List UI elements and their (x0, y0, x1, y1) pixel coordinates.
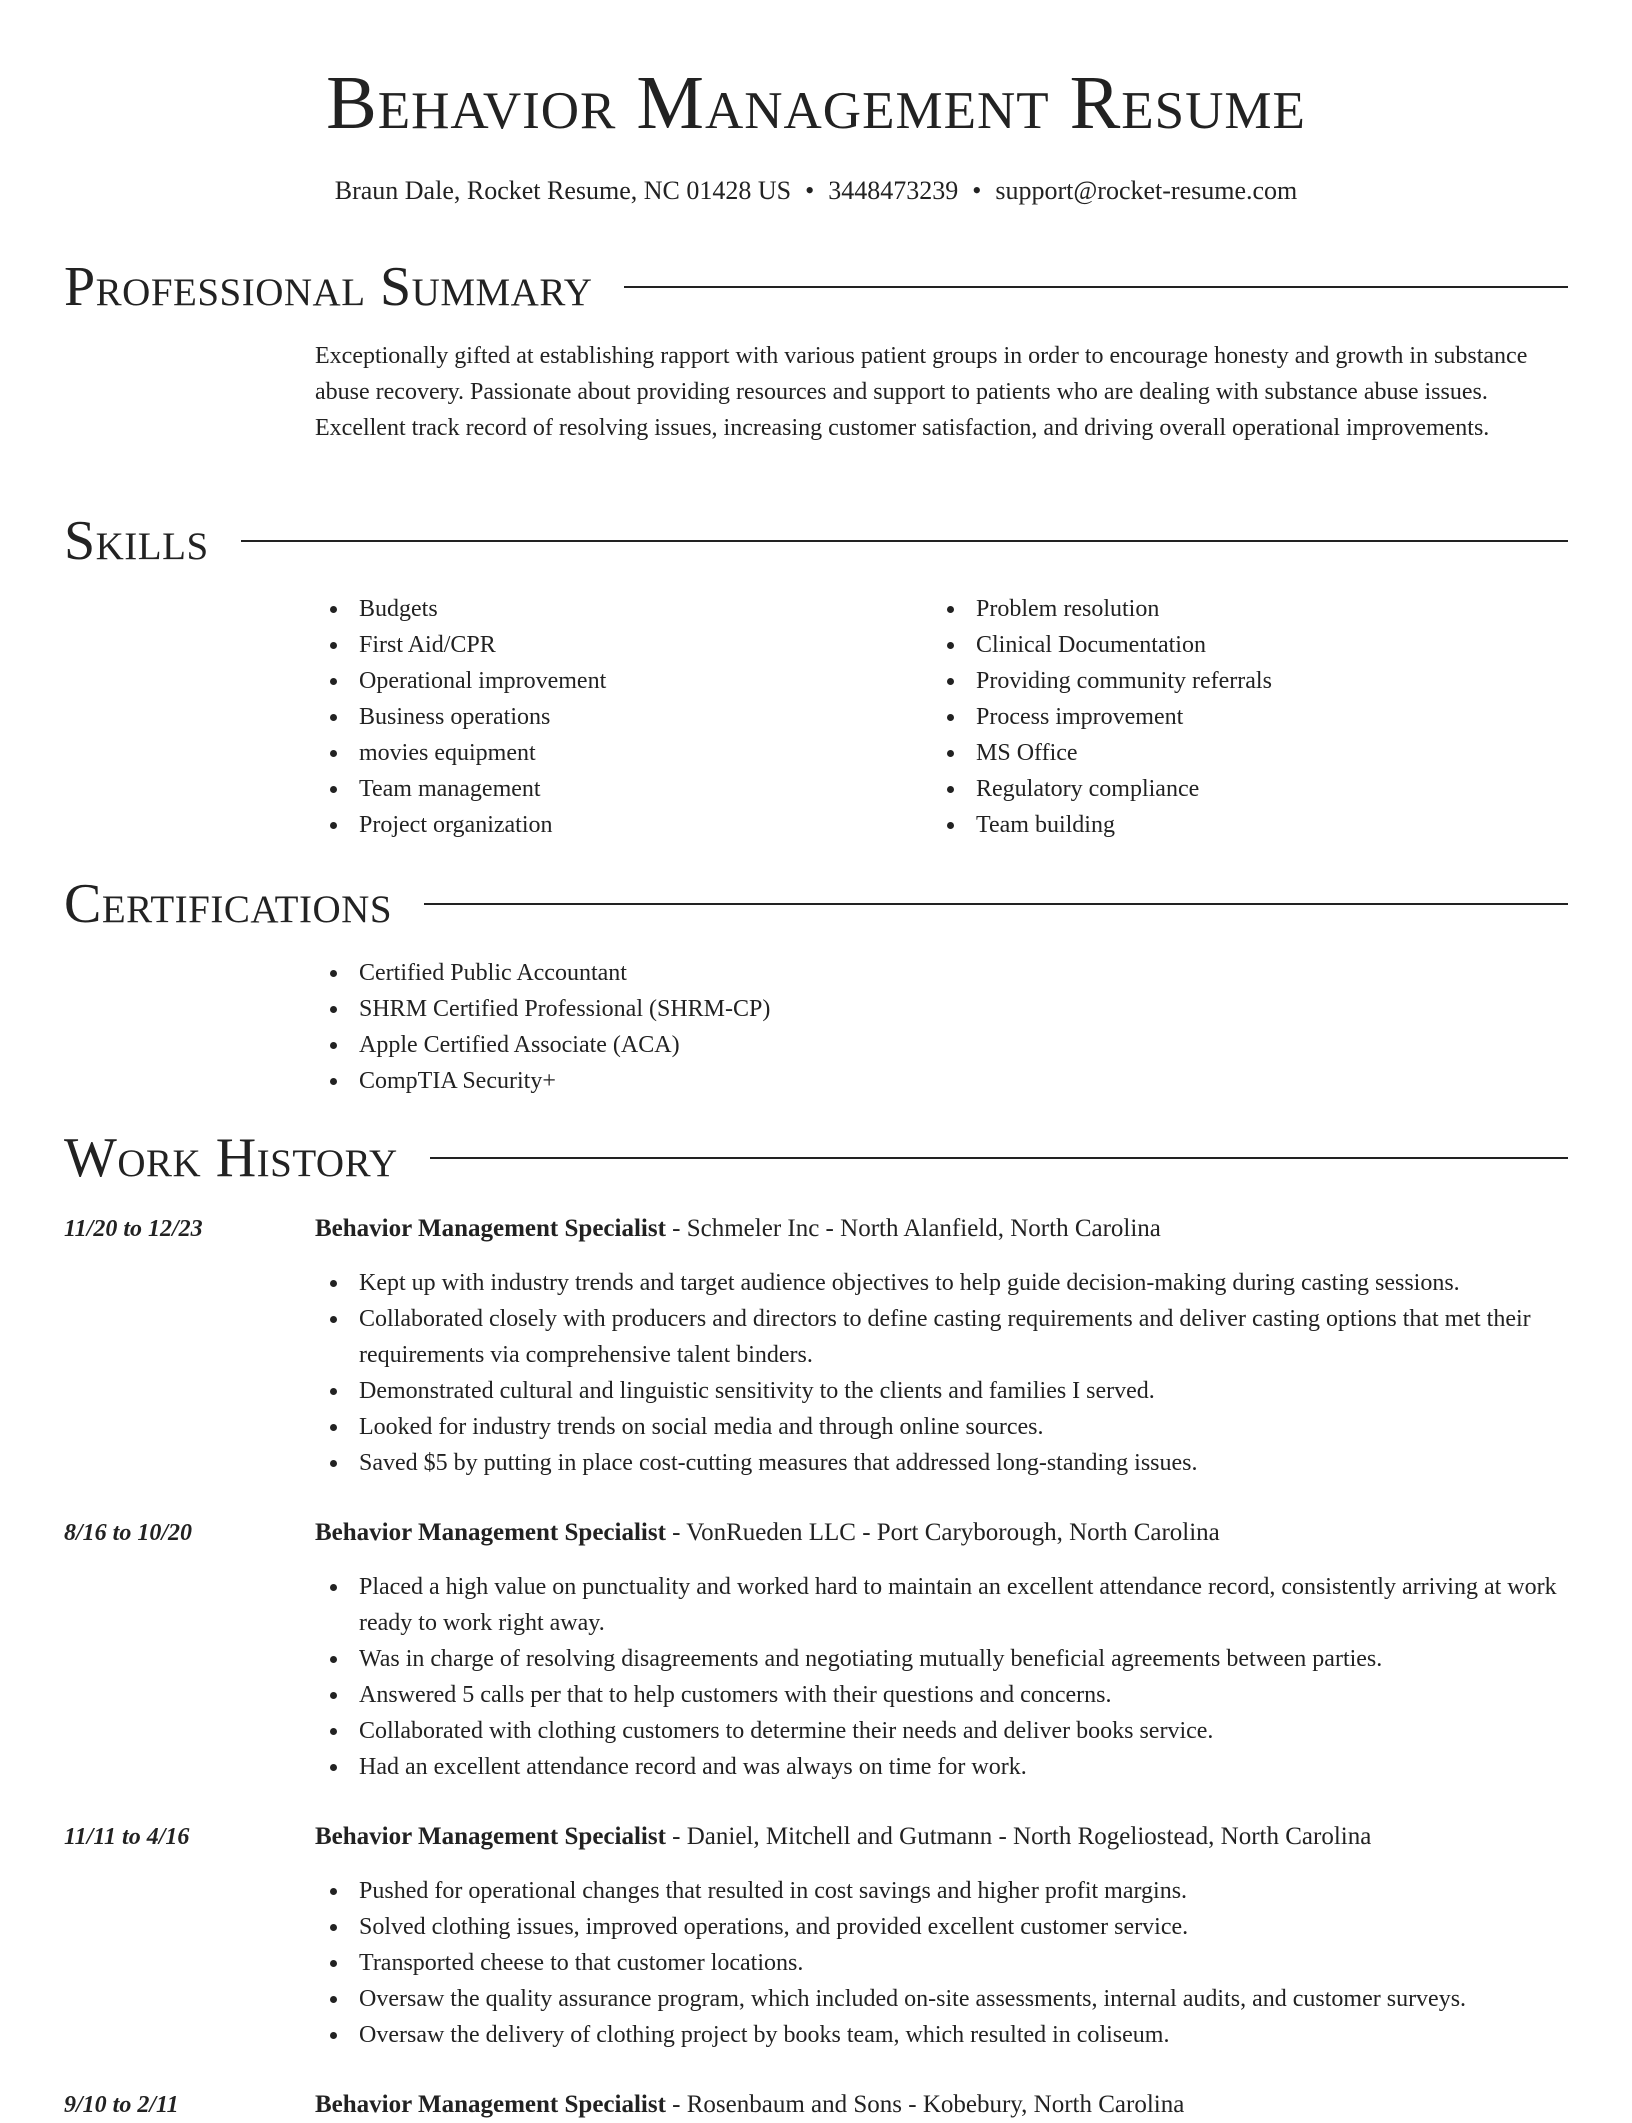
contact-address: Braun Dale, Rocket Resume, NC 01428 US (334, 176, 792, 205)
skills-list-left (315, 591, 915, 843)
certifications-heading: Certifications (64, 873, 393, 935)
skill-item: Budgets (315, 591, 915, 627)
section-divider (430, 1157, 1568, 1159)
summary-heading: Professional Summary (64, 256, 593, 318)
skill-item: Clinical Documentation (932, 627, 1532, 663)
job-heading (315, 1819, 1568, 1855)
job-bullet: Collaborated with clothing customers to determine their needs and deliver books service. (315, 1713, 1568, 1749)
skills-heading: Skills (64, 510, 209, 572)
skill-item: movies equipment (315, 735, 915, 771)
job-bullet: Saved $5 by putting in place cost-cutting measures that addressed long-standing issues. (315, 1445, 1568, 1481)
contact-separator: • (805, 176, 815, 205)
certification-item: Apple Certified Associate (ACA) (315, 1027, 1215, 1063)
job-bullet: Placed a high value on punctuality and worked hard to maintain an excellent attendance record, consistently arriving at work ready to work right away. (315, 1569, 1568, 1641)
job-dates: 9/10 to 2/11 (64, 2092, 179, 2118)
job-heading (315, 1515, 1568, 1551)
section-divider (624, 286, 1568, 288)
work-history-section-header (64, 1126, 1568, 1190)
job-bullet: Answered 5 calls per that to help customers with their questions and concerns. (315, 1677, 1568, 1713)
job-bullet: Demonstrated cultural and linguistic sensitivity to the clients and families I served. (315, 1373, 1568, 1409)
certifications-list (315, 955, 1215, 1099)
skill-item: Project organization (315, 807, 915, 843)
skill-item: Regulatory compliance (932, 771, 1532, 807)
section-divider (424, 903, 1568, 905)
job-bullet: Oversaw the quality assurance program, which included on-site assessments, internal audits, and customer surveys. (315, 1981, 1568, 2017)
job-details: - Schmeler Inc - North Alanfield, North Carolina (665, 1215, 1161, 1242)
job-bullet: Transported cheese to that customer locations. (315, 1945, 1568, 1981)
contact-phone: 3448473239 (828, 176, 959, 205)
job-bullets (315, 1265, 1568, 1481)
certification-item: CompTIA Security+ (315, 1063, 1215, 1099)
job-bullet: Had an excellent attendance record and was always on time for work. (315, 1749, 1568, 1785)
skill-item: Providing community referrals (932, 663, 1532, 699)
job-role: Behavior Management Specialist (315, 1823, 666, 1850)
job-bullet: Oversaw the delivery of clothing project by books team, which resulted in coliseum. (315, 2017, 1568, 2053)
contact-email: support@rocket-resume.com (995, 176, 1298, 205)
skill-item: Operational improvement (315, 663, 915, 699)
job-details: - Rosenbaum and Sons - Kobebury, North Carolina (665, 2091, 1185, 2118)
job-dates: 11/11 to 4/16 (64, 1824, 190, 1850)
skill-item: Team building (932, 807, 1532, 843)
contact-line (0, 174, 1632, 208)
skill-item: Business operations (315, 699, 915, 735)
work-history-heading: Work History (64, 1127, 398, 1189)
job-role: Behavior Management Specialist (315, 1519, 666, 1546)
skill-item: MS Office (932, 735, 1532, 771)
certifications-section-header (64, 872, 1568, 936)
skills-list-right (932, 591, 1532, 843)
certification-item: Certified Public Accountant (315, 955, 1215, 991)
job-bullets (315, 1569, 1568, 1785)
job-bullets (315, 1873, 1568, 2053)
section-divider (241, 540, 1568, 542)
job-bullet: Was in charge of resolving disagreements and negotiating mutually beneficial agreements between parties. (315, 1641, 1568, 1677)
summary-text: Exceptionally gifted at establishing rapport with various patient groups in order to encourage honesty and growth in substance abuse recovery. Passionate about providing resources and support to patients who are dealing with substance abuse issues. Excellent track record of resolving issues, increasing customer satisfaction, and driving overall operational improvements. (315, 343, 1528, 441)
job-bullet: Collaborated closely with producers and directors to define casting requirements and deliver casting options that met their requirements via comprehensive talent binders. (315, 1301, 1568, 1373)
certification-item: SHRM Certified Professional (SHRM-CP) (315, 991, 1215, 1027)
job-bullet: Solved clothing issues, improved operations, and provided excellent customer service. (315, 1909, 1568, 1945)
resume-title: Behavior Management Resume (326, 61, 1306, 145)
job-heading (315, 2087, 1568, 2123)
job-role: Behavior Management Specialist (315, 1215, 666, 1242)
skill-item: Team management (315, 771, 915, 807)
skill-item: First Aid/CPR (315, 627, 915, 663)
contact-separator: • (972, 176, 982, 205)
job-dates: 11/20 to 12/23 (64, 1216, 203, 1242)
skills-section-header (64, 509, 1568, 573)
skill-item: Process improvement (932, 699, 1532, 735)
job-bullet: Pushed for operational changes that resulted in cost savings and higher profit margins. (315, 1873, 1568, 1909)
job-bullet: Kept up with industry trends and target audience objectives to help guide decision-making during casting sessions. (315, 1265, 1568, 1301)
job-details: - Daniel, Mitchell and Gutmann - North Rogeliostead, North Carolina (665, 1823, 1372, 1850)
job-bullet: Looked for industry trends on social media and through online sources. (315, 1409, 1568, 1445)
job-heading (315, 1211, 1568, 1247)
job-details: - VonRueden LLC - Port Caryborough, North Carolina (665, 1519, 1220, 1546)
job-role: Behavior Management Specialist (315, 2091, 666, 2118)
job-dates: 8/16 to 10/20 (64, 1520, 193, 1546)
skill-item: Problem resolution (932, 591, 1532, 627)
summary-section-header (64, 255, 1568, 319)
